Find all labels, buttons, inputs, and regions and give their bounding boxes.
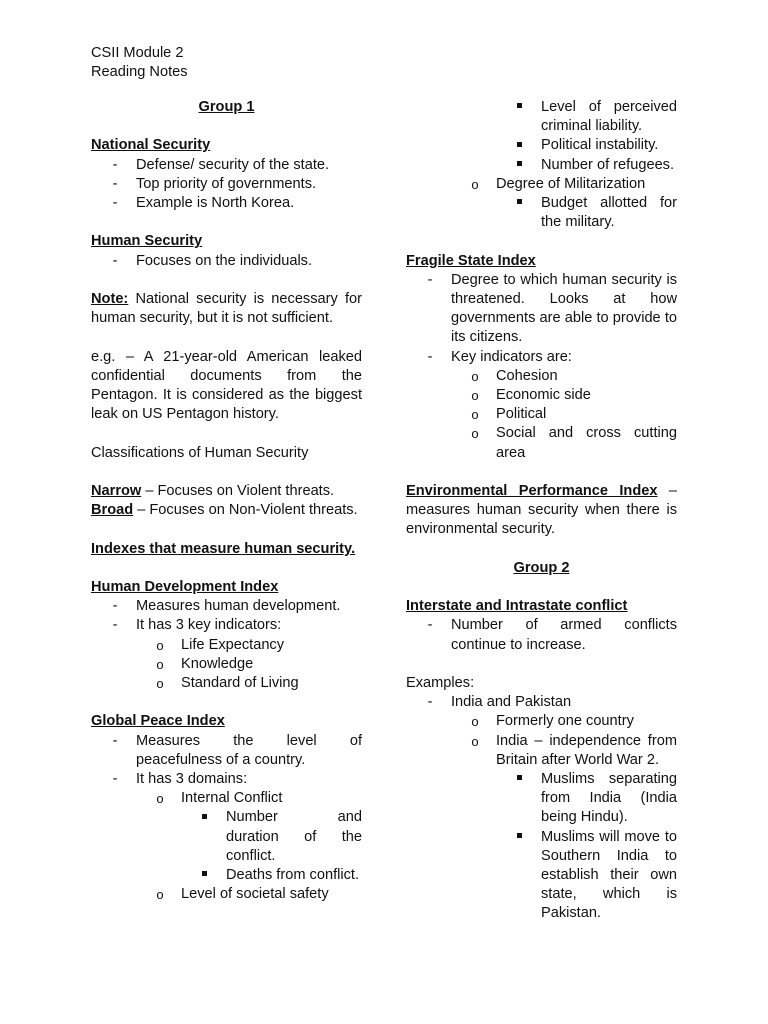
broad-definition: Broad – Focuses on Non-Violent threats. <box>91 502 358 519</box>
list-item: o Knowledge <box>91 655 362 674</box>
list-item: o Life Expectancy <box>91 636 362 655</box>
list-item: o Political <box>406 405 677 424</box>
dash-bullet-icon <box>105 194 125 213</box>
human-security-heading: Human Security <box>91 233 203 250</box>
square-bullet-icon <box>194 808 214 827</box>
note-paragraph: Note: National security is necessary for human security, but it is not sufficient. <box>91 290 362 327</box>
list-item: o Cohesion <box>406 367 677 386</box>
list-item: Muslims separating from India (India being Hindu). <box>406 770 677 828</box>
list-item: - Defense/ security of the state. <box>91 156 362 175</box>
circle-bullet-icon <box>150 636 170 656</box>
list-item: - It has 3 domains: <box>91 770 362 789</box>
dash-bullet-icon <box>105 597 125 616</box>
list-item: - Top priority of governments. <box>91 175 362 194</box>
list-item: - Focuses on the individuals. <box>91 252 362 271</box>
square-bullet-icon <box>509 770 529 789</box>
circle-bullet-icon <box>150 885 170 905</box>
dash-bullet-icon <box>420 271 440 290</box>
list-item: Number of refugees. <box>406 156 677 175</box>
list-item: o Economic side <box>406 386 677 405</box>
list-item: Deaths from conflict. <box>91 866 362 885</box>
left-column <box>91 98 362 904</box>
dash-bullet-icon <box>105 175 125 194</box>
list-item: - Number of armed conflicts continue to increase. <box>406 616 677 654</box>
square-bullet-icon <box>509 136 529 155</box>
dash-bullet-icon <box>105 156 125 175</box>
list-item: o Degree of Militarization <box>406 175 677 194</box>
list-item: o Level of societal safety <box>91 885 362 904</box>
dash-bullet-icon <box>420 693 440 712</box>
circle-bullet-icon <box>150 789 170 809</box>
dash-bullet-icon <box>105 252 125 271</box>
group1-heading: Group 1 <box>198 99 255 115</box>
circle-bullet-icon <box>465 367 485 387</box>
group2-heading: Group 2 <box>513 559 570 576</box>
dash-bullet-icon <box>105 770 125 789</box>
list-item: o Social and cross cutting area <box>406 424 677 462</box>
fsi-heading: Fragile State Index <box>406 252 536 269</box>
epi-paragraph: Environmental Performance Index – measures human security when there is environmental security. <box>406 483 677 538</box>
dash-bullet-icon <box>105 616 125 635</box>
circle-bullet-icon <box>465 732 485 752</box>
examples-label: Examples: <box>406 675 475 692</box>
list-item: - India and Pakistan <box>406 693 677 712</box>
narrow-definition: Narrow – Focuses on Violent threats. <box>91 482 335 499</box>
list-item: o India – independence from Britain after World War 2. <box>406 732 677 770</box>
list-item: - Measures the level of peacefulness of a country. <box>91 732 362 770</box>
circle-bullet-icon <box>150 674 170 694</box>
list-item: - It has 3 key indicators: <box>91 616 362 635</box>
dash-bullet-icon <box>420 348 440 367</box>
hdi-heading: Human Development Index <box>91 578 279 595</box>
list-item: o Internal Conflict <box>91 789 362 808</box>
circle-bullet-icon <box>465 712 485 732</box>
square-bullet-icon <box>509 98 529 117</box>
list-item: - Measures human development. <box>91 597 362 616</box>
circle-bullet-icon <box>465 405 485 425</box>
circle-bullet-icon <box>150 655 170 675</box>
circle-bullet-icon <box>465 175 485 195</box>
circle-bullet-icon <box>465 386 485 406</box>
document-header <box>91 44 188 82</box>
gpi-heading: Global Peace Index <box>91 713 225 730</box>
list-item: - Example is North Korea. <box>91 194 362 213</box>
list-item: Number and duration of the conflict. <box>91 808 362 866</box>
national-security-heading: National Security <box>91 137 211 154</box>
header-course: CSII Module 2 <box>91 45 184 61</box>
list-item: Budget allotted for the military. <box>406 194 677 232</box>
dash-bullet-icon <box>420 616 440 635</box>
list-item: - Key indicators are: <box>406 348 677 367</box>
list-item: Political instability. <box>406 136 677 155</box>
list-item: Level of perceived criminal liability. <box>406 98 677 136</box>
dash-bullet-icon <box>105 732 125 751</box>
conflict-heading: Interstate and Intrastate conflict <box>406 598 628 615</box>
list-item: o Formerly one country <box>406 712 677 731</box>
right-column <box>406 98 677 924</box>
square-bullet-icon <box>509 156 529 175</box>
classifications-text: Classifications of Human Security <box>91 444 309 461</box>
square-bullet-icon <box>509 194 529 213</box>
indexes-heading: Indexes that measure human security. <box>91 540 356 557</box>
square-bullet-icon <box>194 866 214 885</box>
example-paragraph: e.g. – A 21-year-old American leaked confidential documents from the Pentagon. It is considered as the biggest leak on US Pentagon history. <box>91 348 362 423</box>
list-item: Muslims will move to Southern India to establish their own state, which is Pakistan. <box>406 828 677 924</box>
list-item: - Degree to which human security is threatened. Looks at how governments are able to provide to its citizens. <box>406 271 677 348</box>
header-subtitle: Reading Notes <box>91 64 188 81</box>
circle-bullet-icon <box>465 424 485 444</box>
list-item: o Standard of Living <box>91 674 362 693</box>
square-bullet-icon <box>509 828 529 847</box>
